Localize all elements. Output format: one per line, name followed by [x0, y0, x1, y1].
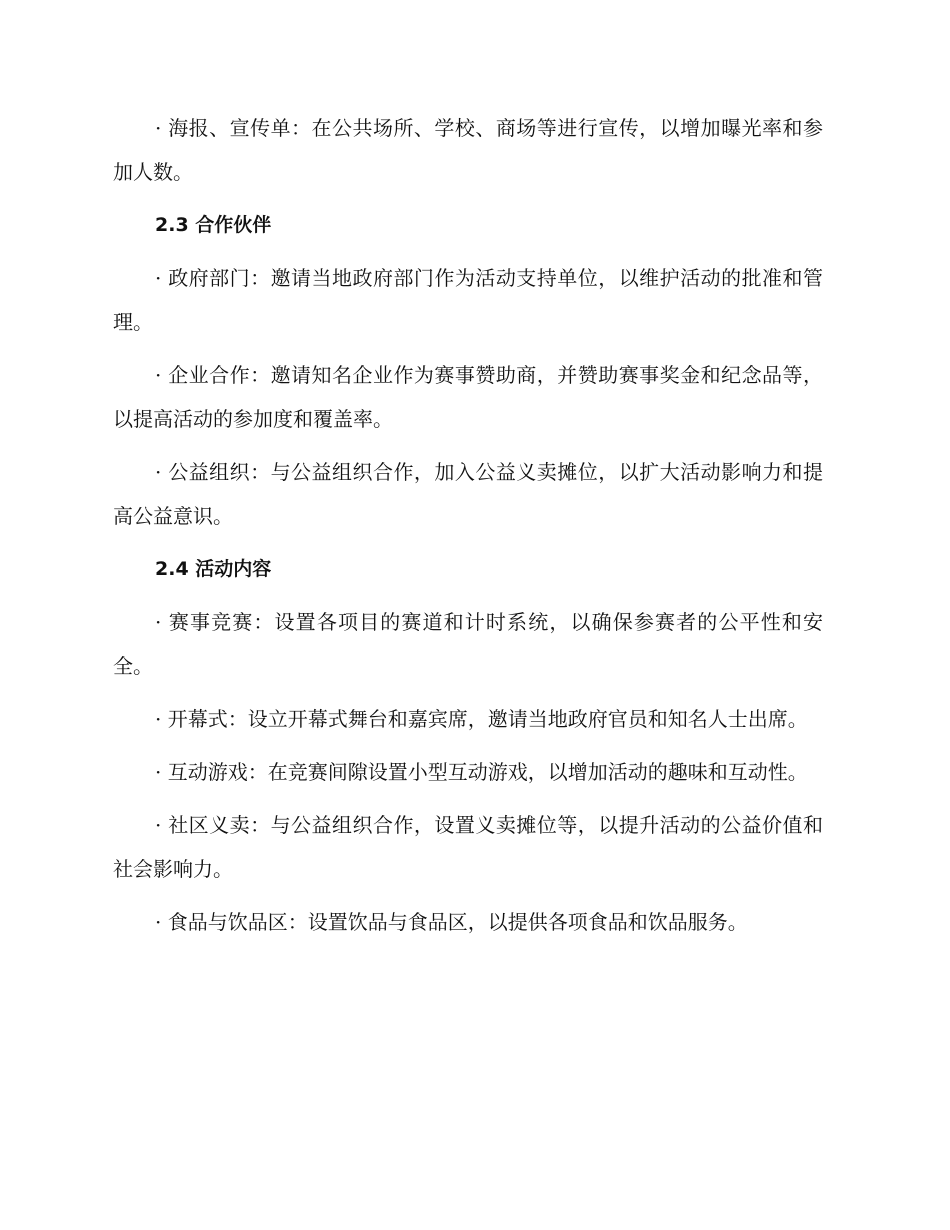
corporate-partner-paragraph: · 企业合作：邀请知名企业作为赛事赞助商，并赞助赛事奖金和纪念品等，以提高活动的参加度和覆盖率。: [113, 363, 823, 431]
interactive-games-paragraph: · 互动游戏：在竞赛间隙设置小型互动游戏，以增加活动的趣味和互动性。: [155, 760, 808, 784]
charity-sale-paragraph: · 社区义卖：与公益组织合作，设置义卖摊位等，以提升活动的公益价值和社会影响力。: [113, 813, 823, 881]
opening-ceremony-paragraph: · 开幕式：设立开幕式舞台和嘉宾席，邀请当地政府官员和知名人士出席。: [155, 707, 808, 731]
document-body: [113, 106, 823, 944]
section-heading-activities: 2.4 活动内容: [155, 558, 272, 580]
section-heading-partners: 2.3 合作伙伴: [155, 214, 272, 236]
competition-paragraph: · 赛事竞赛：设置各项目的赛道和计时系统，以确保参赛者的公平性和安全。: [113, 610, 823, 678]
government-partner-paragraph: · 政府部门：邀请当地政府部门作为活动支持单位，以维护活动的批准和管理。: [113, 266, 823, 334]
food-drink-area-paragraph: · 食品与饮品区：设置饮品与食品区，以提供各项食品和饮品服务。: [155, 910, 748, 934]
promotion-posters-paragraph: · 海报、宣传单：在公共场所、学校、商场等进行宣传，以增加曝光率和参加人数。: [113, 116, 823, 184]
charity-partner-paragraph: · 公益组织：与公益组织合作，加入公益义卖摊位，以扩大活动影响力和提高公益意识。: [113, 460, 823, 528]
